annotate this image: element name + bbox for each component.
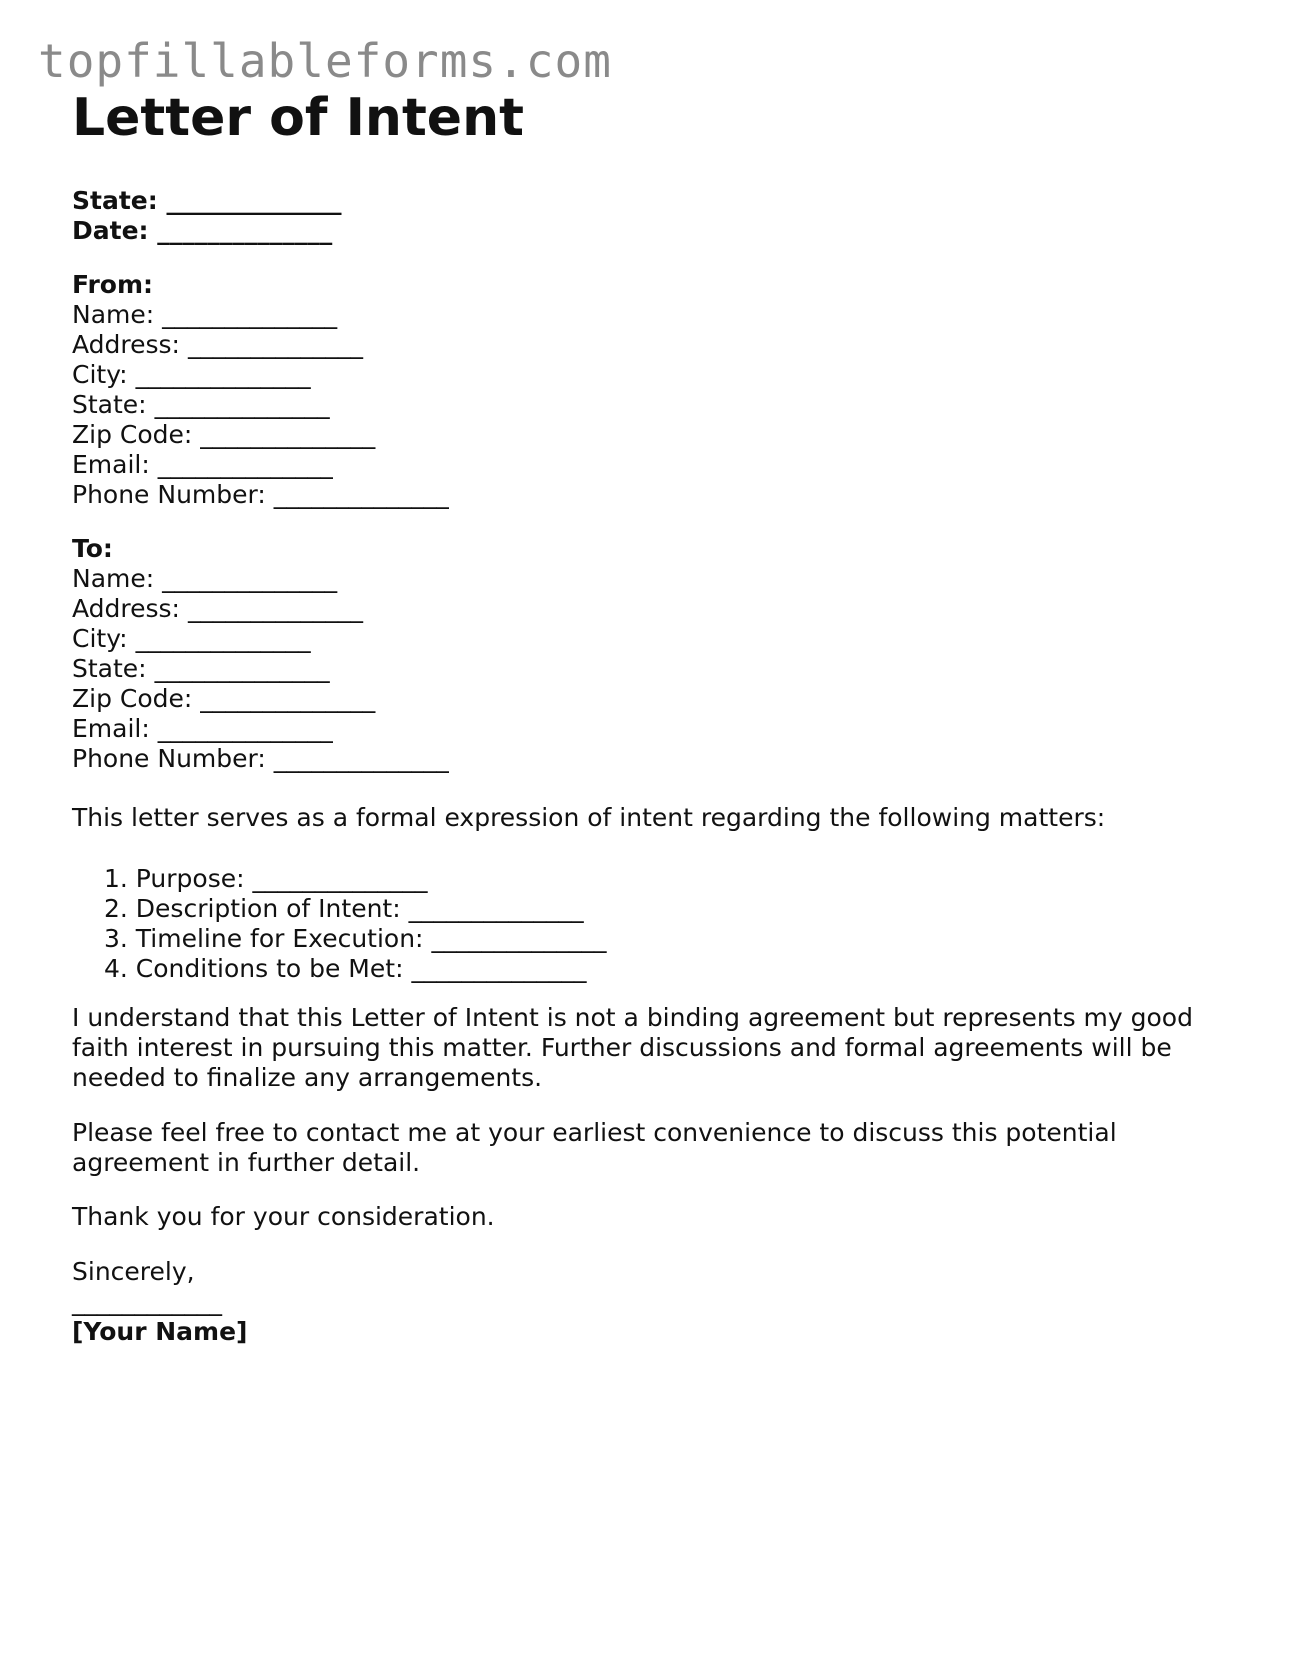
to-field-email	[72, 714, 449, 744]
matter-label: 2. Description of Intent:	[104, 894, 401, 923]
to-heading: To:	[72, 534, 113, 563]
field-blank[interactable]: ______________	[157, 714, 333, 743]
from-field-email	[72, 450, 449, 480]
from-field-phone	[72, 480, 449, 510]
to-field-phone	[72, 744, 449, 774]
field-blank[interactable]: ______________	[162, 564, 338, 593]
paragraph-contact: Please feel free to contact me at your earliest convenience to discuss this potential agreement in further detail.	[72, 1118, 1117, 1177]
matter-blank[interactable]: ______________	[408, 894, 584, 923]
field-blank[interactable]: ______________	[200, 420, 376, 449]
to-field-zip	[72, 684, 449, 714]
field-label: State:	[72, 654, 147, 683]
from-heading: From:	[72, 270, 154, 299]
matter-label: 3. Timeline for Execution:	[104, 924, 424, 953]
matter-blank[interactable]: ______________	[252, 864, 428, 893]
from-field-zip	[72, 420, 449, 450]
closing-text: Sincerely,	[72, 1257, 195, 1286]
to-field-city	[72, 624, 449, 654]
field-blank[interactable]: ______________	[200, 684, 376, 713]
list-item	[104, 864, 606, 894]
header-date-label: Date:	[72, 216, 149, 245]
field-blank[interactable]: ______________	[187, 594, 363, 623]
header-date	[72, 216, 341, 246]
matter-blank[interactable]: ______________	[411, 954, 587, 983]
field-label: Address:	[72, 594, 180, 623]
field-label: Address:	[72, 330, 180, 359]
field-blank[interactable]: ______________	[154, 654, 330, 683]
field-label: Phone Number:	[72, 744, 266, 773]
header-state-label: State:	[72, 186, 158, 215]
from-section	[72, 270, 449, 510]
watermark: topfillableforms.com	[38, 34, 612, 88]
list-item	[104, 924, 606, 954]
from-field-address	[72, 330, 449, 360]
field-label: City:	[72, 360, 128, 389]
field-blank[interactable]: ______________	[187, 330, 363, 359]
header-state	[72, 186, 341, 216]
signature-line[interactable]: ____________	[72, 1287, 222, 1316]
to-section	[72, 534, 449, 774]
matter-label: 1. Purpose:	[104, 864, 245, 893]
page-title: Letter of Intent	[72, 88, 524, 148]
field-label: Email:	[72, 450, 150, 479]
list-item	[104, 894, 606, 924]
to-field-address	[72, 594, 449, 624]
matter-blank[interactable]: ______________	[431, 924, 607, 953]
field-blank[interactable]: ______________	[162, 300, 338, 329]
field-label: Name:	[72, 300, 155, 329]
to-field-name	[72, 564, 449, 594]
field-blank[interactable]: ______________	[157, 450, 333, 479]
signature-name: [Your Name]	[72, 1317, 248, 1346]
paragraph-not-binding: I understand that this Letter of Intent is not a binding agreement but represents my good faith interest in pursuing this matter. Further discussions and formal agreements will be needed to finalize any arrangements.	[72, 1003, 1193, 1092]
field-label: Email:	[72, 714, 150, 743]
to-field-state	[72, 654, 449, 684]
field-blank[interactable]: ______________	[135, 360, 311, 389]
header-date-blank[interactable]: ______________	[157, 216, 333, 245]
field-blank[interactable]: ______________	[154, 390, 330, 419]
field-blank[interactable]: ______________	[273, 480, 449, 509]
field-label: City:	[72, 624, 128, 653]
matter-label: 4. Conditions to be Met:	[104, 954, 404, 983]
thanks-text: Thank you for your consideration.	[72, 1202, 495, 1231]
list-item	[104, 954, 606, 984]
header-fields	[72, 186, 341, 246]
field-label: Phone Number:	[72, 480, 266, 509]
matters-list	[104, 864, 606, 984]
field-label: Zip Code:	[72, 684, 193, 713]
from-field-name	[72, 300, 449, 330]
intro-text: This letter serves as a formal expression of intent regarding the following matters:	[72, 803, 1106, 832]
field-label: Name:	[72, 564, 155, 593]
from-field-state	[72, 390, 449, 420]
field-blank[interactable]: ______________	[273, 744, 449, 773]
from-field-city	[72, 360, 449, 390]
field-label: Zip Code:	[72, 420, 193, 449]
header-state-blank[interactable]: ______________	[166, 186, 342, 215]
field-label: State:	[72, 390, 147, 419]
field-blank[interactable]: ______________	[135, 624, 311, 653]
